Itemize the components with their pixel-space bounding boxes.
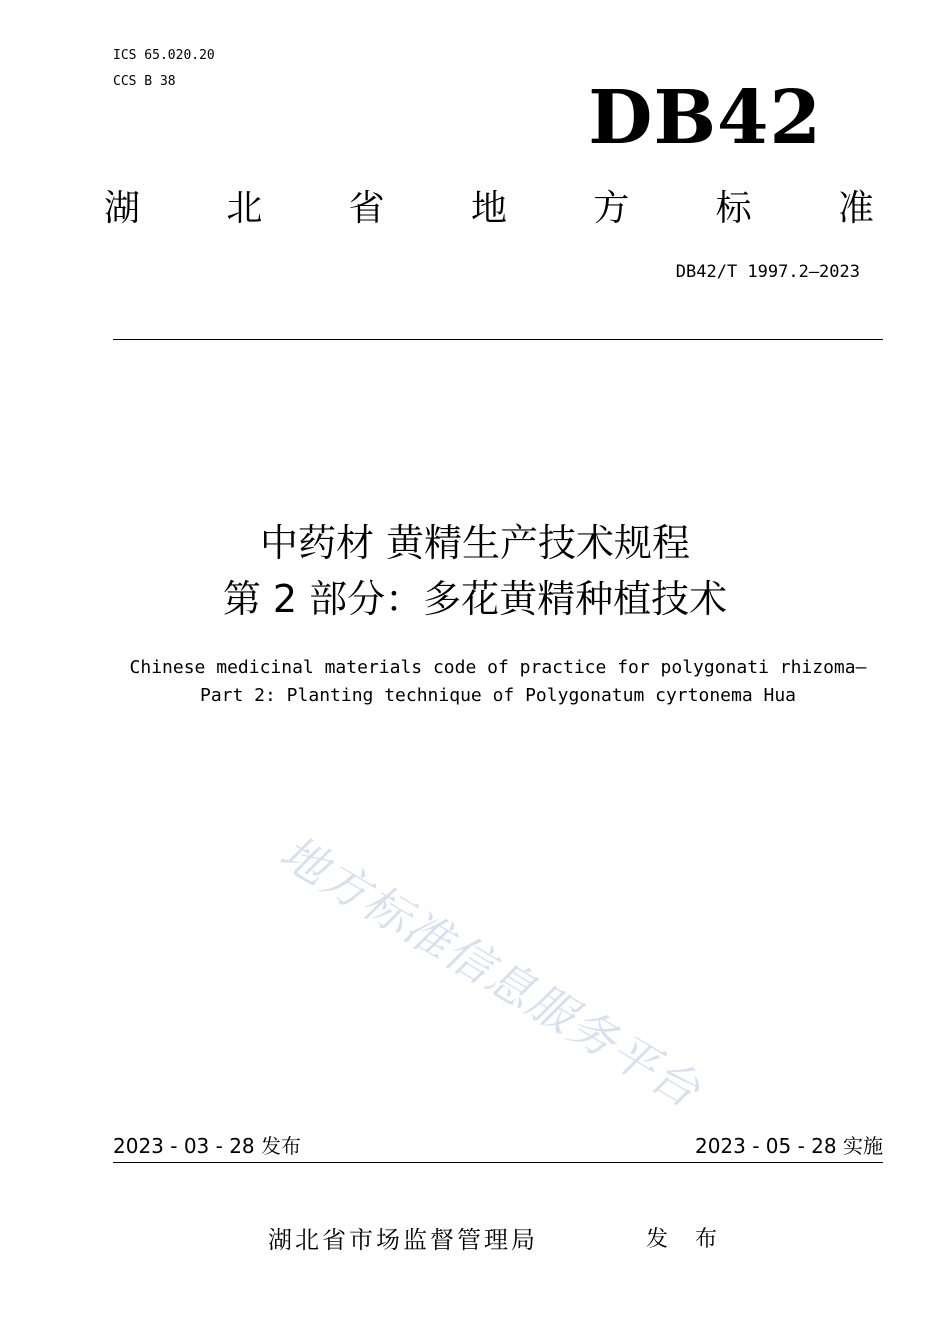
standard-type-char: 地 [470, 188, 507, 229]
issuing-authority: 湖北省市场监督管理局 [268, 1226, 538, 1254]
standard-type-heading [104, 184, 874, 234]
english-title-line-1: Chinese medicinal materials code of practice for polygonati rhizoma— [129, 657, 867, 678]
standard-type-char: 省 [348, 188, 385, 229]
bottom-divider [113, 1162, 883, 1163]
issue-label: 发 布 [646, 1227, 727, 1252]
standard-type-char: 方 [593, 188, 630, 229]
issue-date: 2023 - 03 - 28 发布 [113, 1134, 302, 1158]
standard-number: DB42/T 1997.2—2023 [675, 262, 860, 282]
standard-type-char: 准 [837, 188, 874, 229]
ics-code: ICS 65.020.20 [113, 48, 215, 63]
document-title-line-2: 第 2 部分：多花黄精种植技术 [222, 577, 728, 621]
document-title-line-1: 中药材 黄精生产技术规程 [259, 521, 691, 565]
watermark-text: 地方标准信息服务平台 [271, 824, 711, 1119]
standard-type-char: 标 [715, 188, 752, 229]
ccs-code: CCS B 38 [113, 74, 176, 89]
top-divider [113, 339, 883, 340]
standard-type-char: 北 [226, 188, 263, 229]
standard-type-char: 湖 [104, 188, 141, 229]
implementation-date: 2023 - 05 - 28 实施 [694, 1134, 883, 1158]
english-title-line-2: Part 2: Planting technique of Polygonatum cyrtonema Hua [199, 685, 797, 706]
standard-code-logo: DB42 [588, 75, 822, 161]
